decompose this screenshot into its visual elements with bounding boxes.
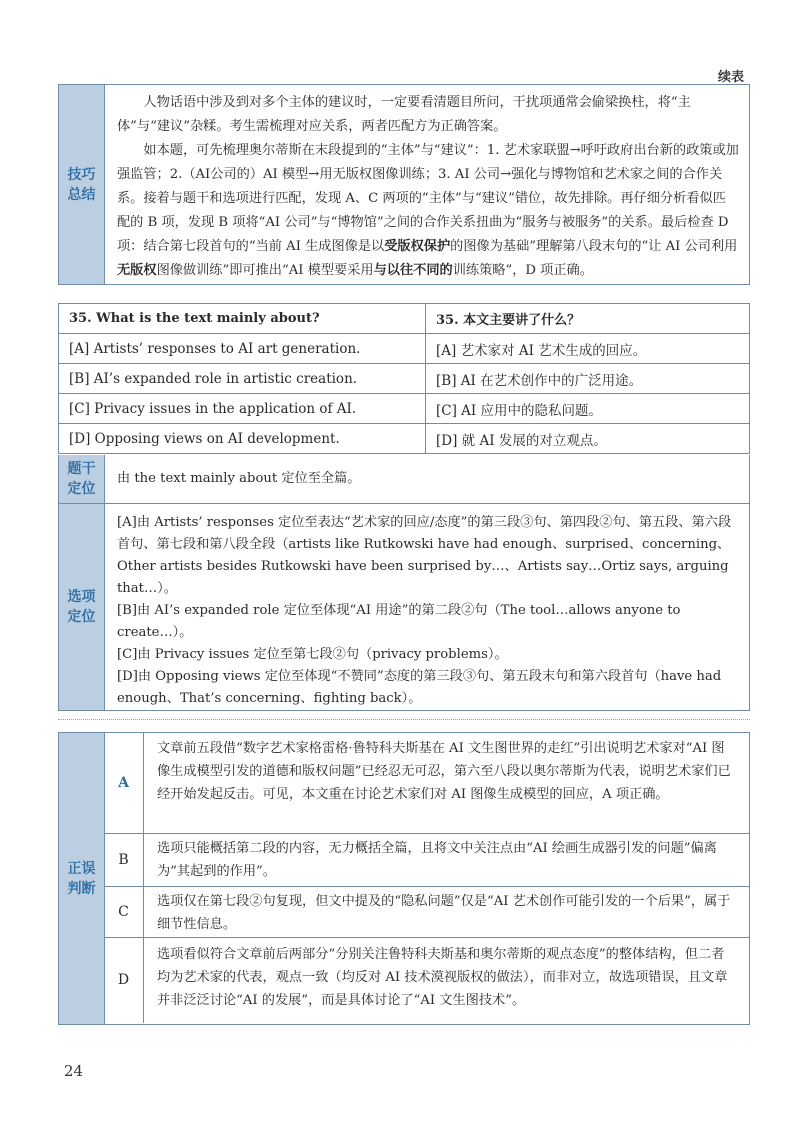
option-row-a bbox=[59, 334, 750, 364]
option-locate-label-column bbox=[59, 504, 105, 710]
option-d-cn: [D] 就 AI 发展的对立观点。 bbox=[426, 424, 750, 454]
judgement-option-c: C bbox=[104, 886, 144, 937]
judgement-divider bbox=[104, 937, 749, 938]
option-row-d bbox=[59, 424, 750, 454]
option-c-cn: [C] AI 应用中的隐私问题。 bbox=[426, 394, 750, 424]
judgement-option-a: A bbox=[104, 733, 144, 833]
page-number: 24 bbox=[64, 1062, 84, 1080]
stem-locate-text: 由 the text mainly about 定位至全篇。 bbox=[117, 471, 361, 486]
option-locate-body bbox=[117, 512, 739, 710]
judgement-text-d: 选项看似符合文章前后两部分“分别关注鲁特科夫斯基和奥尔蒂斯的观点态度”的整体结构，但二者均为艺术家的代表，观点一致（均反对 AI 技术漠视版权的做法），而非对立，故选项错误，且文章并非泛泛讨论“AI 的发展”，而是具体讨论了“AI 文生图技术”。 bbox=[157, 947, 728, 1008]
option-locate-row bbox=[58, 504, 750, 711]
tips-paragraph-1: 人物话语中涉及到对多个主体的建议时，一定要看清题目所问，干扰项通常会偷梁换柱，将“主体”与“建议”杂糅。考生需梳理对应关系，两者匹配方为正确答案。 bbox=[117, 95, 691, 134]
tips-body bbox=[117, 91, 739, 283]
option-d-en: [D] Opposing views on AI development. bbox=[59, 424, 426, 454]
judgement-label-column bbox=[59, 733, 105, 1024]
judgement-option-b: B bbox=[104, 833, 144, 886]
judgement-divider bbox=[104, 833, 749, 834]
option-locate-a: [A]由 Artists’ responses 定位至表达“艺术家的回应/态度”的第三段③句、第四段②句、第五段、第六段首句、第七段和第八段全段（artists like Rutkowski have had enough、surprised、concerning、Other artists besides Rutkowski have been surprised by…、Artists say…Ortiz says, arguing that…）。 bbox=[117, 515, 732, 596]
stem-locate-label-column bbox=[59, 455, 105, 503]
question-table bbox=[58, 303, 750, 454]
judgement-section bbox=[58, 732, 750, 1025]
tips-label: 技巧总结 bbox=[67, 166, 96, 203]
judgement-label: 正误判断 bbox=[67, 860, 96, 897]
judgement-option-d: D bbox=[104, 937, 144, 1023]
dotted-divider bbox=[58, 719, 750, 720]
tips-label-column bbox=[59, 85, 105, 284]
option-locate-label: 选项定位 bbox=[67, 589, 96, 625]
option-a-cn: [A] 艺术家对 AI 艺术生成的回应。 bbox=[426, 334, 750, 364]
judgement-text-b: 选项只能概括第二段的内容，无力概括全篇，且将文中关注点由“AI 绘画生成器引发的问题”偏离为“其起到的作用”。 bbox=[157, 841, 717, 879]
question-en-title: 35. What is the text mainly about? bbox=[59, 304, 426, 334]
stem-locate-row bbox=[58, 455, 750, 504]
tips-section bbox=[58, 84, 750, 285]
tips-paragraph-2: 如本题，可先梳理奥尔蒂斯在末段提到的“主体”与“建议”：1. 艺术家联盟→呼吁政府出台新的政策或加强监管；2.（AI公司的）AI 模型→用无版权图像训练；3. AI 公司→强化与博物馆和艺术家之间的合作关系。接着与题干和选项进行匹配，发现 A、C 两项的“主体”与“建议”错位，故先排除。再仔细分析看似匹配的 B 项，发现 B 项将“AI 公司”与“博物馆”之间的合作关系扭曲为“服务与被服务”的关系。最后检查 D 项：结合第七段首句的“当前 AI 生成图像是以受版权保护的图像为基础”理解第八段末句的“让 AI 公司利用无版权图像做训练”即可推出“AI 模型要采用与以往不同的训练策略”，D 项正确。 bbox=[117, 143, 739, 278]
judgement-text-c: 选项仅在第七段②句复现，但文中提及的“隐私问题”仅是“AI 艺术创作可能引发的一个后果”，属于细节性信息。 bbox=[157, 894, 731, 932]
option-b-en: [B] AI’s expanded role in artistic creation. bbox=[59, 364, 426, 394]
question-cn-title: 35. 本文主要讲了什么？ bbox=[426, 304, 750, 334]
stem-locate-label: 题干定位 bbox=[67, 461, 96, 497]
option-locate-d: [D]由 Opposing views 定位至体现“不赞同”态度的第三段③句、第五段末句和第六段首句（have had enough、That’s concerning、fighting back）。 bbox=[117, 669, 722, 706]
option-a-en: [A] Artists’ responses to AI art generation. bbox=[59, 334, 426, 364]
option-b-cn: [B] AI 在艺术创作中的广泛用途。 bbox=[426, 364, 750, 394]
option-row-c bbox=[59, 394, 750, 424]
option-locate-b: [B]由 AI’s expanded role 定位至体现“AI 用途”的第二段②句（The tool…allows anyone to create…）。 bbox=[117, 603, 681, 640]
option-locate-c: [C]由 Privacy issues 定位至第七段②句（privacy problems）。 bbox=[117, 647, 508, 662]
continued-label: 续表 bbox=[717, 70, 744, 85]
option-c-en: [C] Privacy issues in the application of AI. bbox=[59, 394, 426, 424]
judgement-text-a: 文章前五段借“数字艺术家格雷格·鲁特科夫斯基在 AI 文生图世界的走红”引出说明艺术家对“AI 图像生成模型引发的道德和版权问题”已经忍无可忍，第六至八段以奥尔蒂斯为代表，说明艺术家们已经开始发起反击。可见，本文重在讨论艺术家们对 AI 图像生成模型的回应，A 项正确。 bbox=[157, 741, 731, 802]
option-row-b bbox=[59, 364, 750, 394]
question-header-row bbox=[59, 304, 750, 334]
judgement-divider bbox=[104, 886, 749, 887]
